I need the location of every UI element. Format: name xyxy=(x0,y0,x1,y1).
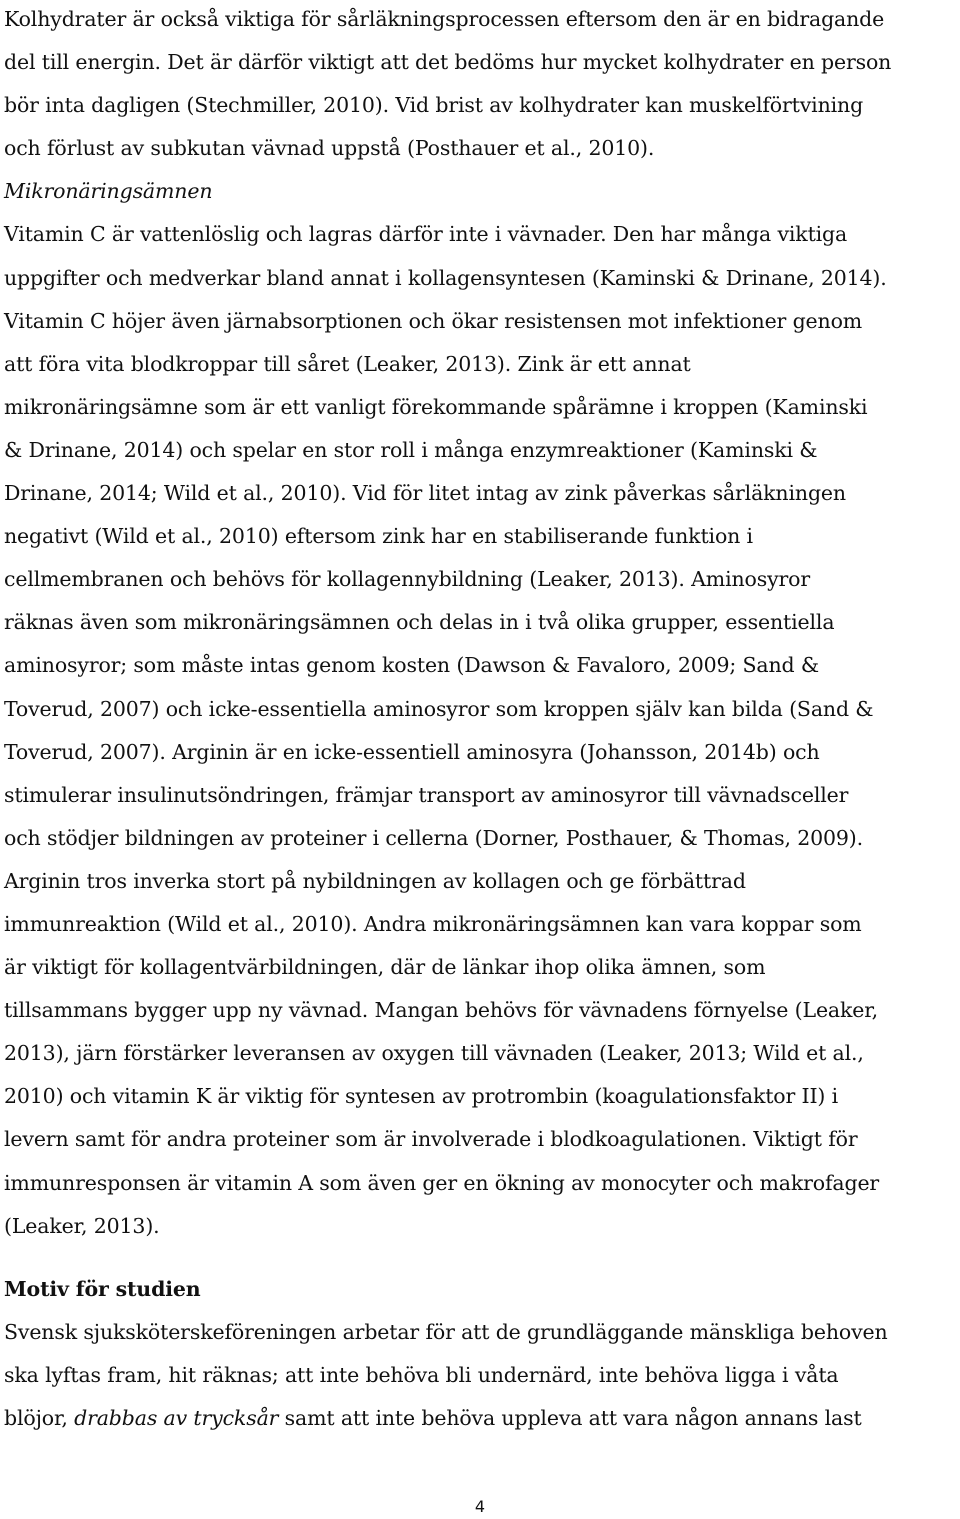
paragraph-line: och förlust av subkutan vävnad uppstå (Posthauer et al., 2010). xyxy=(4,136,655,161)
carbohydrates-paragraph xyxy=(4,0,956,170)
paragraph-line: & Drinane, 2014) och spelar en stor roll i många enzymreaktioner (Kaminski & xyxy=(4,437,818,462)
text-run: samt att inte behöva uppleva att vara någon annans last xyxy=(278,1406,862,1430)
paragraph-line: ska lyftas fram, hit räknas; att inte behöva bli undernärd, inte behöva ligga i våta xyxy=(4,1362,839,1387)
paragraph-line: stimulerar insulinutsöndringen, främjar transport av aminosyror till vävnadsceller xyxy=(4,782,849,807)
paragraph-line: bör inta dagligen (Stechmiller, 2010). Vid brist av kolhydrater kan muskelförtvining xyxy=(4,93,864,118)
paragraph-line: Kolhydrater är också viktiga för sårläkningsprocessen eftersom den är en bidragande xyxy=(4,7,885,31)
paragraph-line: mikronäringsämne som är ett vanligt förekommande spårämne i kroppen (Kaminski xyxy=(4,394,868,419)
paragraph-line: (Leaker, 2013). xyxy=(4,1213,160,1238)
paragraph-line: aminosyror; som måste intas genom kosten (Dawson & Favaloro, 2009; Sand & xyxy=(4,653,819,678)
paragraph-line: att föra vita blodkroppar till såret (Leaker, 2013). Zink är ett annat xyxy=(4,351,691,376)
paragraph-line: cellmembranen och behövs för kollagennybildning (Leaker, 2013). Aminosyror xyxy=(4,567,811,592)
paragraph-line xyxy=(4,1397,956,1440)
paragraph-line: Toverud, 2007) och icke-essentiella aminosyror som kroppen själv kan bilda (Sand & xyxy=(4,696,874,721)
paragraph-line: Drinane, 2014; Wild et al., 2010). Vid för litet intag av zink påverkas sårläkningen xyxy=(4,481,846,506)
paragraph-line: levern samt för andra proteiner som är involverade i blodkoagulationen. Viktigt för xyxy=(4,1127,858,1152)
document-page xyxy=(4,0,956,1440)
paragraph-line: immunresponsen är vitamin A som även ger en ökning av monocyter och makrofager xyxy=(4,1170,880,1195)
micronutrients-paragraph xyxy=(4,213,956,1247)
paragraph-line: 2010) och vitamin K är viktig för syntesen av protrombin (koagulationsfaktor II) i xyxy=(4,1084,839,1109)
paragraph-line: Svensk sjuksköterskeföreningen arbetar för att de grundläggande mänskliga behoven xyxy=(4,1319,888,1344)
paragraph-line: immunreaktion (Wild et al., 2010). Andra mikronäringsämnen kan vara koppar som xyxy=(4,911,862,936)
paragraph-line: 2013), järn förstärker leveransen av oxygen till vävnaden (Leaker, 2013; Wild et al., xyxy=(4,1041,864,1066)
paragraph-line: är viktigt för kollagentvärbildningen, där de länkar ihop olika ämnen, som xyxy=(4,955,766,980)
paragraph-line: del till energin. Det är därför viktigt att det bedöms hur mycket kolhydrater en person xyxy=(4,50,892,75)
text-run: blöjor, xyxy=(4,1406,75,1430)
paragraph-line: räknas även som mikronäringsämnen och delas in i två olika grupper, essentiella xyxy=(4,610,835,635)
paragraph-line: Toverud, 2007). Arginin är en icke-essentiell aminosyra (Johansson, 2014b) och xyxy=(4,739,820,764)
paragraph-line: och stödjer bildningen av proteiner i cellerna (Dorner, Posthauer, & Thomas, 2009). xyxy=(4,825,864,850)
paragraph-line: Vitamin C är vattenlöslig och lagras därför inte i vävnader. Den har många viktiga xyxy=(4,222,848,247)
paragraph-line: negativt (Wild et al., 2010) eftersom zink har en stabiliserande funktion i xyxy=(4,524,753,549)
emphasized-text: drabbas av trycksår xyxy=(74,1406,279,1430)
micronutrients-subheading: Mikronäringsämnen xyxy=(4,179,213,204)
paragraph-line: Arginin tros inverka stort på nybildningen av kollagen och ge förbättrad xyxy=(4,868,746,893)
paragraph-line: uppgifter och medverkar bland annat i kollagensyntesen (Kaminski & Drinane, 2014). xyxy=(4,265,887,290)
motive-paragraph xyxy=(4,1311,956,1440)
paragraph-line: Vitamin C höjer även järnabsorptionen och ökar resistensen mot infektioner genom xyxy=(4,308,863,333)
section-heading-motive: Motiv för studien xyxy=(4,1276,201,1301)
paragraph-line: tillsammans bygger upp ny vävnad. Mangan behövs för vävnadens förnyelse (Leaker, xyxy=(4,998,879,1023)
page-number: 4 xyxy=(474,1497,486,1516)
